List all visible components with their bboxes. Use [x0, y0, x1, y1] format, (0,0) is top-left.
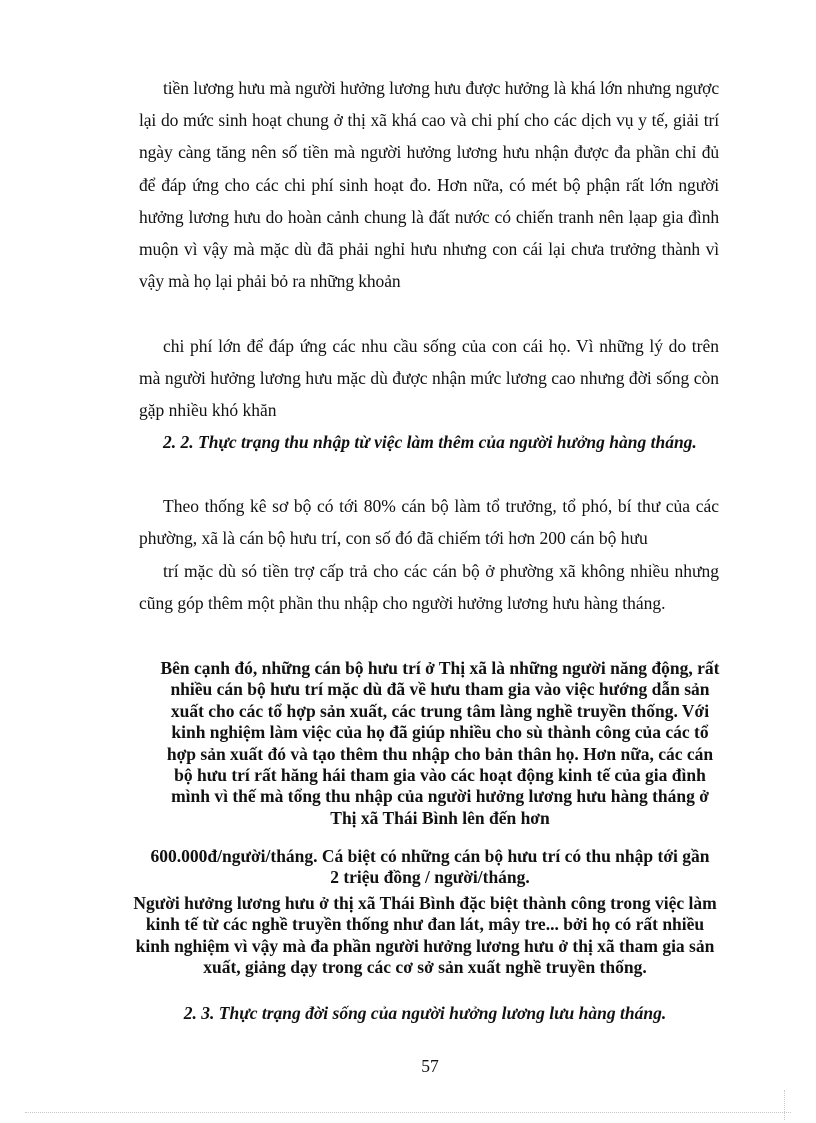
page-border-dotted-vertical: [784, 1090, 785, 1120]
page-border-dotted: [25, 1112, 791, 1113]
bold-paragraph-7: Người hưởng lương hưu ở thị xã Thái Bình đặc biệt thành công trong việc làm kinh tế từ các nghề truyền thống như đan lát, mây tre... bởi họ có rất nhiều kinh nghiệm vì vậy mà đa phần người hưởng lương hưu ở thị xã tham gia sản xuất, giảng dạy trong các cơ sở sản xuất nghề truyền thống.: [133, 893, 717, 978]
body-paragraph-2: chi phí lớn để đáp ứng các nhu cầu sống của con cái họ. Vì những lý do trên mà người hưởng lương hưu mặc dù được nhận mức lương cao nhưng đời sống còn gặp nhiều khó khăn: [139, 336, 719, 421]
bold-paragraph-6: 600.000đ/người/tháng. Cá biệt có những cán bộ hưu trí có thu nhập tới gần 2 triệu đồng / người/tháng.: [150, 846, 710, 888]
section-heading-2-2: 2. 2. Thực trạng thu nhập từ việc làm thêm của người hưởng hàng tháng.: [163, 432, 697, 452]
section-heading-2-3: 2. 3. Thực trạng đời sống của người hưởng lương lưu hàng tháng.: [183, 1003, 667, 1023]
page-number: 57: [421, 1056, 439, 1076]
body-paragraph-4: trí mặc dù só tiền trợ cấp trả cho các cán bộ ở phường xã không nhiều nhưng cũng góp thêm một phần thu nhập cho người hưởng lương hưu hàng tháng.: [139, 561, 719, 614]
body-paragraph-3: Theo thống kê sơ bộ có tới 80% cán bộ làm tổ trưởng, tổ phó, bí thư của các phường, xã là cán bộ hưu trí, con số đó đã chiếm tới hơn 200 cán bộ hưu: [139, 496, 719, 549]
bold-paragraph-5: Bên cạnh đó, những cán bộ hưu trí ở Thị xã là những người năng động, rất nhiều cán bộ hưu trí mặc dù đã về hưu tham gia vào việc hướng dẫn sản xuất cho các tổ hợp sản xuất, các trung tâm làng nghề truyền thống. Với kinh nghiệm làm việc của họ đã giúp nhiều cho sù thành công của các tổ hợp sản xuất đó và tạo thêm thu nhập cho bản thân họ. Hơn nữa, các cán bộ hưu trí rất hăng hái tham gia vào các hoạt động kinh tế của gia đình mình vì thế mà tổng thu nhập của người hưởng lương hưu hàng tháng ở Thị xã Thái Bình lên đến hơn: [160, 658, 720, 828]
body-paragraph-1: tiền lương hưu mà người hưởng lương hưu được hưởng là khá lớn nhưng ngược lại do mức sinh hoạt chung ở thị xã khá cao và chi phí cho các dịch vụ y tế, giải trí ngày càng tăng nên số tiền mà người hưởng lương hưu nhận được đa phần chỉ đủ để đáp ứng cho các chi phí sinh hoạt đo. Hơn nữa, có mét bộ phận rất lớn người hưởng lương hưu do hoàn cảnh chung là đất nước có chiến tranh nên lạap gia đình muộn vì vậy mà mặc dù đã phải nghỉ hưu nhưng con cái lại chưa trưởng thành vì vậy mà họ lại phải bỏ ra những khoản: [139, 78, 719, 292]
